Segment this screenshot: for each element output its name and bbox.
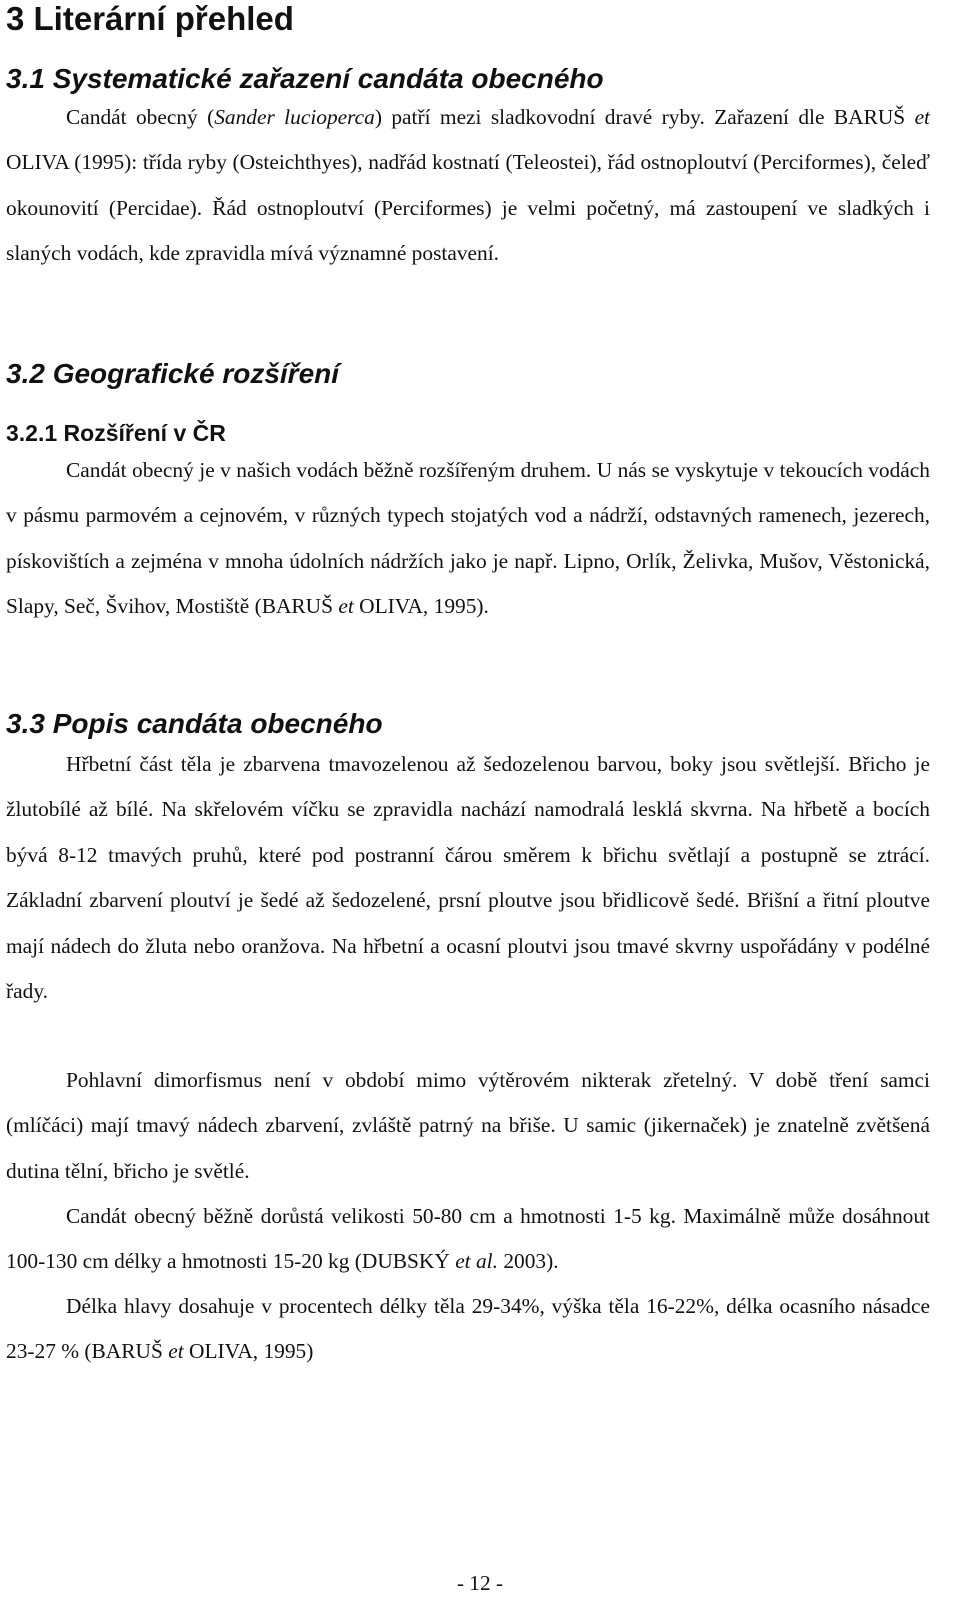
paragraph-size (6, 1194, 930, 1285)
italic-et: et (338, 594, 354, 619)
paragraph-dimorphism: Pohlavní dimorfismus není v období mimo výtěrovém nikterak zřetelný. V době tření samci (mlíčáci) mají tmavý nádech zbarvení, zvláště patrný na břiše. U samic (jikernaček) je znatelně zvětšená dutina tělní, břicho je světlé. (6, 1068, 930, 1183)
text-run: OLIVA (1995): třída ryby (Osteichthyes), nadřád kostnatí (Teleostei), řád ostnoploutví (Perciformes), čeleď okounovití (Percidae). Řád ostnoploutví (Perciformes) je velmi početný, má zastoupení ve sladkých i slaných vodách, kde zpravidla mívá významné postavení. (6, 150, 930, 266)
text-run: 2003). (497, 1249, 559, 1274)
italic-et: et (168, 1339, 184, 1364)
text-run: Candát obecný běžně dorůstá velikosti 50-80 cm a hmotnosti 1-5 kg. Maximálně může dosáhnout 100-130 cm délky a hmotnosti 15-20 kg (DUBSKÝ (6, 1204, 930, 1274)
text-run: OLIVA, 1995) (183, 1339, 314, 1364)
italic-species-name: Sander lucioperca (214, 105, 375, 129)
paragraph-coloration: Hřbetní část těla je zbarvena tmavozelenou až šedozelenou barvou, boky jsou světlejší. Břicho je žlutobílé až bílé. Na skřelovém víčku se zpravidla nachází namodralá lesklá skvrna. Na hřbetě a bocích bývá 8-12 tmavých pruhů, které pod postranní čárou směrem k břichu světlají a postupně se ztrácí. Základní zbarvení ploutví je šedé až šedozelené, prsní ploutve jsou břidlicově šedé. Břišní a řitní ploutve mají nádech do žluta nebo oranžova. Na hřbetní a ocasní ploutvi jsou tmavé skvrny uspořádány v podélné řady. (6, 752, 930, 1004)
text-run: OLIVA, 1995). (353, 594, 489, 619)
subsection-heading-3-2-1: 3.2.1 Rozšíření v ČR (6, 420, 226, 446)
section-heading-3-2: 3.2 Geografické rozšíření (6, 358, 340, 389)
paragraph-body-proportions (6, 1284, 930, 1375)
italic-et: et (914, 105, 930, 129)
paragraph-systematics (6, 95, 930, 277)
section-heading-3-3: 3.3 Popis candáta obecného (6, 708, 383, 739)
paragraph-distribution (6, 448, 930, 630)
chapter-heading: 3 Literární přehled (6, 0, 294, 37)
text-run: Délka hlavy dosahuje v procentech délky těla 29-34%, výška těla 16-22%, délka ocasního násadce 23-27 % (BARUŠ (6, 1294, 930, 1364)
text-run: ) patří mezi sladkovodní dravé ryby. Zařazení dle BARUŠ (374, 105, 915, 129)
page-number: - 12 - (456, 1571, 504, 1595)
text-run: Candát obecný je v našich vodách běžně rozšířeným druhem. U nás se vyskytuje v tekoucích vodách v pásmu parmovém a cejnovém, v různých typech stojatých vod a nádrží, odstavných ramenech, jezerech, pískovištích a zejména v mnoha údolních nádržích jako je např. Lipno, Orlík, Želivka, Mušov, Věstonická, Slapy, Seč, Švihov, Mostiště (BARUŠ (6, 458, 930, 619)
text-run: Candát obecný ( (66, 105, 215, 129)
section-heading-3-1: 3.1 Systematické zařazení candáta obecného (6, 63, 604, 94)
italic-et-al: et al. (455, 1249, 498, 1274)
